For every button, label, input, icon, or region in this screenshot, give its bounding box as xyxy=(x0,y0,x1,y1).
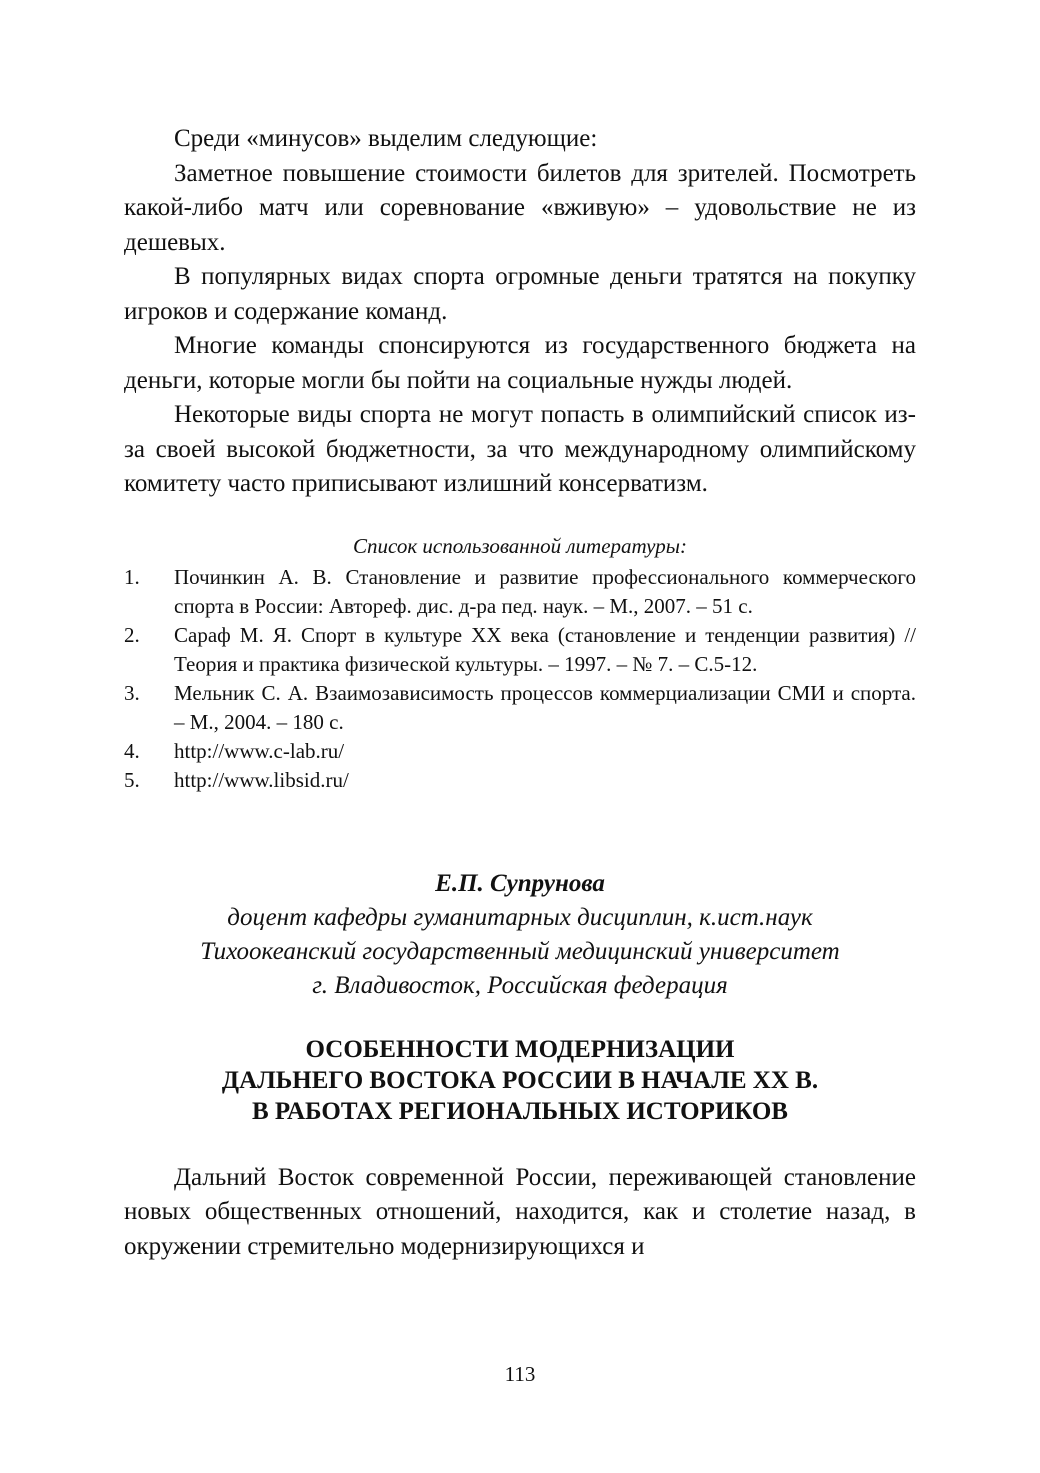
author-name: Е.П. Супрунова xyxy=(435,869,605,897)
article-body-paragraph: Дальний Восток современной России, переживающей становление новых общественных отношений, находится, как и столетие назад, в окружении стремительно модернизирующихся и xyxy=(124,1163,916,1260)
reference-text: Мельник С. А. Взаимозависимость процессов коммерциализации СМИ и спорта. – М., 2004. – 180 с. xyxy=(174,680,916,734)
article-title-line: В РАБОТАХ РЕГИОНАЛЬНЫХ ИСТОРИКОВ xyxy=(252,1097,788,1125)
reference-number: 2. xyxy=(124,622,140,647)
author-location: г. Владивосток, Российская федерация xyxy=(312,971,728,999)
paragraph-olympic-list: Некоторые виды спорта не могут попасть в олимпийский список из-за своей высокой бюджетности, за что международному олимпийскому комитету часто приписывают излишний консерватизм. xyxy=(124,401,916,497)
author-position: доцент кафедры гуманитарных дисциплин, к.ист.наук xyxy=(227,903,813,931)
reference-link: http://www.c-lab.ru/ xyxy=(174,738,345,763)
reference-item xyxy=(124,621,916,679)
reference-text: Сараф М. Я. Спорт в культуре XX века (становление и тенденции развития) // Теория и практика физической культуры. – 1997. – № 7. – С.5-12. xyxy=(174,622,916,676)
author-block xyxy=(124,867,916,1003)
reference-number: 4. xyxy=(124,738,140,763)
reference-link: http://www.libsid.ru/ xyxy=(174,767,349,792)
article-title-line: ОСОБЕННОСТИ МОДЕРНИЗАЦИИ xyxy=(305,1035,735,1063)
reference-item xyxy=(124,563,916,621)
reference-item xyxy=(124,737,916,766)
reference-number: 3. xyxy=(124,680,140,705)
paragraph-state-budget: Многие команды спонсируются из государственного бюджета на деньги, которые могли бы пойти на социальные нужды людей. xyxy=(124,332,916,394)
reference-number: 5. xyxy=(124,767,140,792)
page-content xyxy=(124,122,916,1264)
reference-number: 1. xyxy=(124,564,140,589)
references-list xyxy=(124,563,916,795)
reference-item xyxy=(124,679,916,737)
article-title xyxy=(124,1034,916,1127)
article-title-line: ДАЛЬНЕГО ВОСТОКА РОССИИ В НАЧАЛЕ XX В. xyxy=(221,1066,819,1094)
paragraph-ticket-prices: Заметное повышение стоимости билетов для зрителей. Посмотреть какой-либо матч или соревнование «вживую» – удовольствие не из дешевых. xyxy=(124,159,916,256)
paragraph-minuses-intro: Среди «минусов» выделим следующие: xyxy=(174,125,598,152)
reference-item xyxy=(124,766,916,795)
paragraph-player-costs: В популярных видах спорта огромные деньги тратятся на покупку игроков и содержание команд. xyxy=(124,263,916,325)
references-title: Список использованной литературы: xyxy=(353,533,687,558)
page-number: 113 xyxy=(504,1362,536,1386)
reference-text: Починкин А. В. Становление и развитие профессионального коммерческого спорта в России: Автореф. дис. д-ра пед. наук. – М., 2007. – 51 с. xyxy=(174,564,916,618)
author-institution: Тихоокеанский государственный медицинский университет xyxy=(200,937,840,965)
